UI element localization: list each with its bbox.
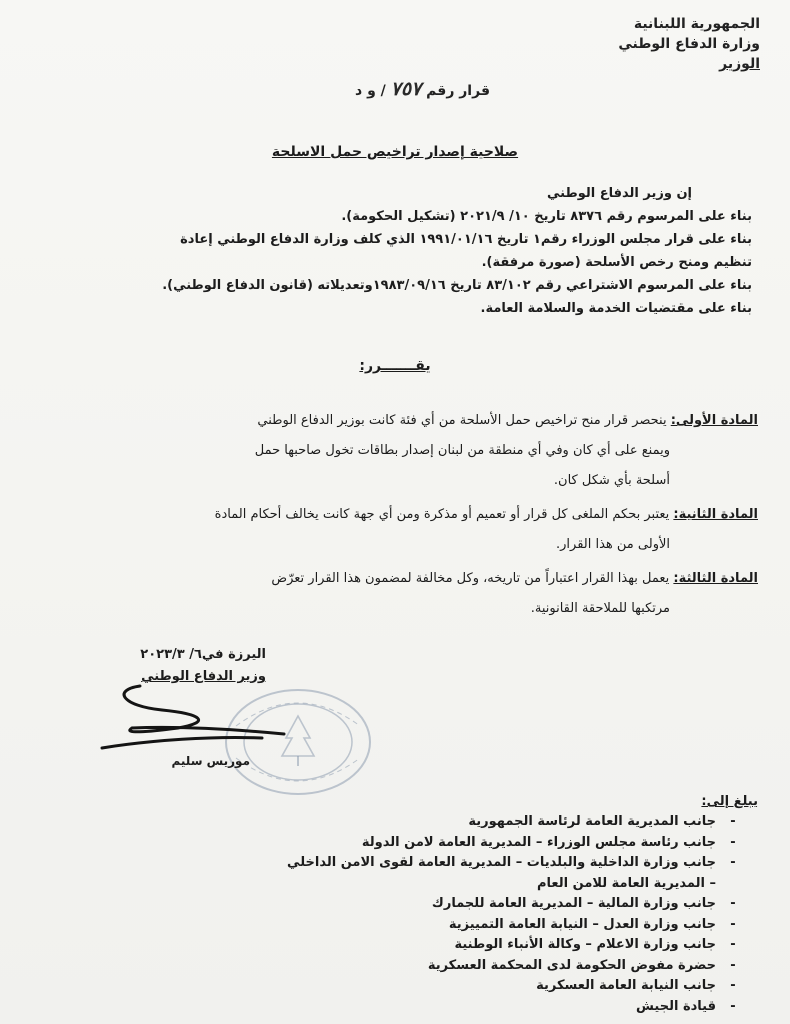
cc-list [287,812,750,1017]
cc-bullet-dash: - [730,834,736,850]
cc-list-item [287,853,750,874]
article-1 [38,406,758,496]
letterhead-office: الوزير [719,56,760,72]
decision-number-handwritten: ٧٥٧ [390,78,422,100]
letterhead-ministry: وزارة الدفاع الوطني [618,36,760,52]
article-label: المادة الثانية: [673,507,758,522]
cc-bullet-dash: - [730,998,736,1014]
letterhead [618,14,760,74]
cc-bullet-dash: - [730,814,736,829]
cc-recipient: جانب وزارة المالية – المديرية العامة للجمارك [431,896,716,911]
cc-recipient: جانب وزارة الداخلية والبلديات – المديرية العامة لقوى الامن الداخلي [287,855,716,870]
cc-recipient: جانب المديرية العامة لرئاسة الجمهورية [468,814,716,829]
cc-recipient: جانب وزارة العدل – النيابة العامة التمييزية [448,916,716,932]
decides-heading [0,358,790,374]
preamble-line: بناء على مقتضيات الخدمة والسلامة العامة. [480,301,752,316]
subject-text: صلاحية إصدار تراخيص حمل الاسلحة [271,144,519,160]
cc-list-item [287,997,750,1018]
cc-recipient: قيادة الجيش [636,998,716,1014]
article-line: ينحصر قرار منح تراخيص حمل الأسلحة من أي فئة كانت بوزير الدفاع الوطني [257,413,667,428]
signature-title: وزير الدفاع الوطني [141,669,266,684]
signatory-name: موريس سليم [171,754,250,768]
cc-list-item [287,976,750,997]
preamble-line: تنظيم ومنح رخص الأسلحة (صورة مرفقة). [481,255,752,270]
cc-list-item [287,833,750,854]
handwritten-signature-icon [92,676,292,766]
cc-list-item [287,894,750,915]
article-line: مرتكبها للملاحقة القانونية. [530,601,670,616]
preamble-line: بناء على المرسوم رقم ٨٣٧٦ تاريخ ١٠/ ٢٠٢١/٩ (تشكيل الحكومة). [341,209,752,224]
cc-bullet-dash: - [730,896,736,911]
cc-recipient: حضرة مفوض الحكومة لدى المحكمة العسكرية [427,957,716,973]
article-label: المادة الأولى: [670,413,758,428]
cc-recipient: جانب النيابة العامة العسكرية [536,978,716,993]
article-line: الأولى من هذا القرار. [556,537,670,552]
cc-bullet-dash: - [730,916,736,932]
document-subject [0,144,790,160]
preamble [52,182,752,320]
article-label: المادة الثالثة: [673,571,758,586]
article-line: يعتبر بحكم الملغى كل قرار أو تعميم أو مذكرة ومن أي جهة كانت يخالف أحكام المادة [214,507,670,522]
cc-list-item [287,935,750,956]
article-line: ويمنع على أي كان وفي أي منطقة من لبنان إصدار بطاقات تخول صاحبها حمل [254,443,670,458]
preamble-line: إن وزير الدفاع الوطني [547,186,692,201]
cc-list-item [287,915,750,936]
cc-list-item [287,874,750,895]
cc-bullet-dash: - [730,978,736,993]
cc-bullet-dash: - [730,957,736,973]
preamble-line: بناء على قرار مجلس الوزراء رقم١ تاريخ ١٩٩١/٠١/١٦ الذي كلف وزارة الدفاع الوطني إعادة [180,232,752,247]
cc-list-item [287,812,750,833]
cc-recipient: جانب رئاسة مجلس الوزراء – المديرية العامة لامن الدولة [361,834,716,850]
cc-recipient: جانب وزارة الاعلام – وكالة الأنباء الوطنية [454,937,716,952]
letterhead-republic: الجمهورية اللبنانية [633,16,760,32]
decides-text: يقـــــــرر: [359,358,431,374]
cc-recipient: – المديرية العامة للامن العام [537,875,716,891]
article-2 [38,500,758,560]
cc-bullet-dash: - [730,855,736,870]
signature-place-date: اليرزة في٦/ ٢٠٢٣/٣ [140,647,266,662]
decision-number-prefix: قرار رقم [426,83,490,99]
article-line: أسلحة بأي شكل كان. [553,473,670,488]
decision-number-suffix: / و د [355,83,386,99]
cc-bullet-dash: - [730,937,736,952]
preamble-line: بناء على المرسوم الاشتراعي رقم ٨٣/١٠٢ تاريخ ١٩٨٣/٠٩/١٦وتعديلاته (قانون الدفاع الوطني). [162,278,752,293]
decision-number [355,78,490,100]
article-3 [38,564,758,624]
article-line: يعمل بهذا القرار اعتباراً من تاريخه، وكل مخالفة لمضمون هذا القرار تعرّض [271,571,670,586]
cc-heading: يبلغ إلى: [701,794,758,809]
cc-list-item [287,956,750,977]
